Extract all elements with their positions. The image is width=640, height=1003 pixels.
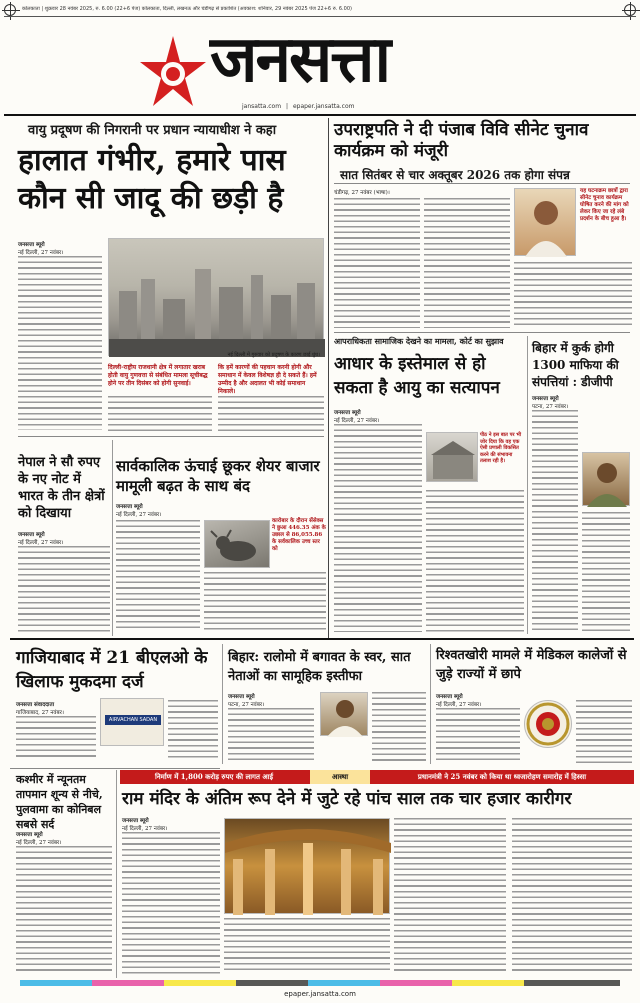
aadhaar-kicker: आपराधिकता सामाजिक देखने का मामला, कोर्ट का सुझाव [334, 336, 504, 346]
kashmir-headline: कश्मीर में न्यूनतम तापमान शून्य से नीचे, पुलवामा का कोनिबल सबसे सर्द [16, 773, 103, 831]
ghaziabad-headline: गाजियाबाद में 21 बीएलओ के खिलाफ मुकदमा दर्ज [16, 648, 208, 692]
kashmir-byline: जनसत्ता ब्यूरो नई दिल्ली, 27 नवंबर। [16, 832, 62, 846]
aadhaar-box-text: पीठ ने इस बात पर भी जोर दिया कि वह एक ऐसी प्रणाली विकसित करने की संभावना तलाश रही है। [480, 432, 522, 464]
kashmir-body [16, 846, 112, 974]
ram-strap-left: निर्माण में 1,800 करोड़ रुपए की लागत आई [154, 772, 274, 781]
second-subhead: सात सितंबर से चार अक्तूबर 2026 तक होगा संपन्न [340, 168, 570, 182]
lead-body-col3 [218, 396, 324, 432]
lead-headline: हालात गंभीर, हमारे पास कौन सी जादू की छड़ी है [18, 143, 286, 216]
lead-pull-quote-left: दिल्ली-राष्ट्रीय राजधानी क्षेत्र में लगातार खराब होती वायु गुणवत्ता से संबंधित मामला सूचीबद्ध होने पर तीन दिसंबर को होगी सुनवाई। [108, 364, 208, 387]
rlm-photo-leader [320, 692, 368, 736]
market-side-box: कारोबार के दौरान सेंसेक्स ने छुआ 446.35 अंक के उछाल से 86,055.86 के सर्वकालिक उच्च स्तर को [272, 518, 326, 552]
color-calibration-strip [20, 980, 620, 986]
registration-mark-left [4, 4, 16, 16]
second-dateline: चंडीगढ़, 27 नवंबर (भाषा)। [334, 190, 390, 196]
bribe-headline: रिश्वतखोरी मामले में मेडिकल कालेजों से जुड़े राज्यों में छापे [436, 648, 627, 682]
second-body-col1 [334, 198, 420, 328]
ram-body-col4 [512, 818, 632, 974]
second-body-col3 [514, 262, 632, 328]
masthead-logo [138, 24, 498, 114]
ram-headline: राम मंदिर के अंतिम रूप देने में जुटे रहे पांच साल तक चार हजार कारीगर [122, 789, 572, 809]
second-photo-vice-president [514, 188, 576, 256]
lead-pull-quote-right: कि हमें कारणों की पहचान करनी होगी और समाधान में केवल विशेषज्ञ ही दे सकते हैं। हमें उम्मीद है और अदालत भी कोई समाधान निकाले। [218, 364, 317, 395]
bribe-body-col1 [436, 708, 520, 764]
ram-strap [120, 770, 634, 784]
nepal-body [18, 546, 110, 632]
lead-photo-caption: नई दिल्ली में गुरुवार को प्रदूषण के कारण छाई धुंध। [227, 352, 320, 358]
ram-photo-temple [224, 818, 390, 914]
second-body-col2 [424, 198, 510, 328]
ghaziabad-photo-sign: AIRVACHAN SADAN [105, 715, 161, 725]
registration-mark-right [624, 4, 636, 16]
second-box-text: यह घटनाक्रम छात्रों द्वारा सीनेट चुनाव कार्यक्रम घोषित करने की मांग को लेकर किए जा रहे लंबे प्रदर्शन के बीच हुआ है। [580, 188, 629, 222]
rlm-body-col2 [372, 692, 426, 764]
bribe-byline: जनसत्ता ब्यूरो नई दिल्ली, 27 नवंबर। [436, 694, 482, 708]
edition-line: कोलकाता | शुक्रवार 28 नवंबर 2025, रु. 6.00 (22+6 पेज) कोलकाता, दिल्ली, लखनऊ और चंडीगढ़ से प्रकाशित (अवकाश: शनिवार, 29 नवंबर 2025 पेज 22+6 रु. 6.00) [22, 6, 352, 12]
site-link-two[interactable]: epaper.jansatta.com [292, 103, 355, 110]
bihar-photo-dgp [582, 452, 630, 506]
second-headline: उपराष्ट्रपति ने दी पंजाब विवि सीनेट चुनाव कार्यक्रम को मंजूरी [334, 120, 589, 161]
star-emblem-icon [138, 34, 208, 114]
ghaziabad-body-col2 [168, 700, 218, 760]
rlm-body-col1 [228, 708, 314, 764]
site-link-one[interactable]: jansatta.com [242, 103, 282, 110]
nepal-headline: नेपाल ने सौ रुपए के नए नोट में भारत के तीन क्षेत्रों को दिखाया [18, 455, 105, 521]
ram-strap-right: प्रधानमंत्री ने 25 नवंबर को किया था ध्वजारोहण समारोह में हिस्सा [417, 772, 587, 781]
ram-body-col2 [224, 918, 390, 974]
aadhaar-body-col1 [334, 424, 422, 632]
ghaziabad-body-col1 [16, 716, 96, 760]
market-byline: जनसत्ता ब्यूरो नई दिल्ली, 27 नवंबर। [116, 504, 162, 518]
bihar-body-col1 [532, 410, 578, 632]
lead-body-col2 [108, 396, 212, 432]
ram-body-col3 [394, 818, 506, 974]
rlm-byline: जनसत्ता ब्यूरो पटना, 27 नवंबर। [228, 694, 265, 708]
footer-site[interactable]: epaper.jansatta.com [284, 990, 356, 998]
bihar-body-col2 [582, 512, 630, 632]
market-body-col2 [204, 572, 326, 632]
lead-body-col1 [18, 256, 102, 430]
ram-body-col1 [122, 832, 220, 974]
market-headline: सार्वकालिक ऊंचाई छूकर शेयर बाजार मामूली बढ़त के साथ बंद [116, 457, 320, 495]
bihar-headline: बिहार में कुर्क होगी 1300 माफिया की संपत्तियां : डीजीपी [532, 341, 619, 389]
site-links: jansatta.com | epaper.jansatta.com [242, 103, 355, 110]
market-body-col1 [116, 520, 200, 632]
bihar-byline: जनसत्ता ब्यूरो पटना, 27 नवंबर। [532, 396, 569, 410]
aadhaar-byline: जनसत्ता ब्यूरो नई दिल्ली, 27 नवंबर। [334, 410, 380, 424]
aadhaar-headline: आधार के इस्तेमाल से हो सकता है आयु का सत्यापन [334, 354, 500, 398]
ghaziabad-byline: जनसत्ता संवाददाता गाजियाबाद, 27 नवंबर। [16, 702, 64, 716]
lead-byline: जनसत्ता ब्यूरो नई दिल्ली, 27 नवंबर। [18, 242, 64, 256]
bribe-body-col2 [576, 700, 632, 764]
aadhaar-photo-supreme-court [426, 432, 478, 482]
ram-strap-center: आस्था [310, 770, 370, 784]
logo-text: जनसत्ता [210, 23, 390, 97]
market-photo-bull [204, 520, 270, 568]
aadhaar-body-col2 [426, 490, 524, 632]
bribe-photo-cbi-emblem [524, 700, 572, 748]
lead-kicker: वायु प्रदूषण की निगरानी पर प्रधान न्यायाधीश ने कहा [28, 123, 277, 138]
ram-byline: जनसत्ता ब्यूरो नई दिल्ली, 27 नवंबर। [122, 818, 168, 832]
rlm-headline: बिहार: रालोमो में बगावत के स्वर, सात नेताओं का सामूहिक इस्तीफा [228, 650, 411, 684]
lead-photo-smog [108, 238, 324, 356]
nepal-byline: जनसत्ता ब्यूरो नई दिल्ली, 27 नवंबर। [18, 532, 64, 546]
ghaziabad-photo-building [100, 698, 164, 746]
